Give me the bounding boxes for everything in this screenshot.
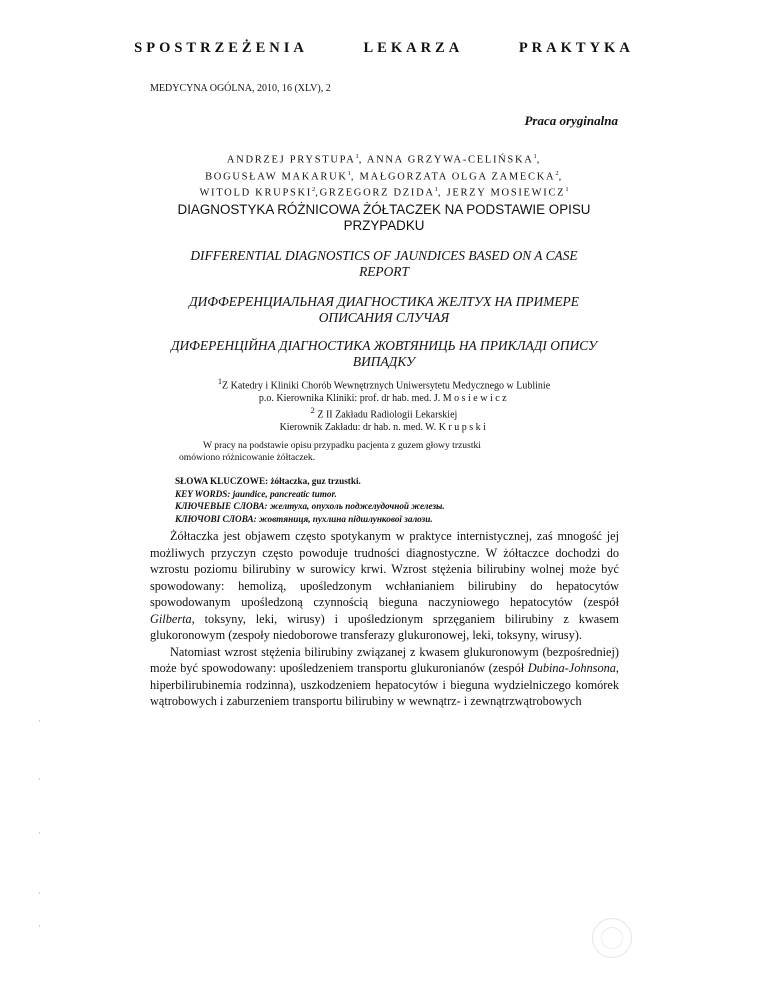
- author-affiliation-mark: 1: [434, 186, 438, 193]
- keywords-block: [175, 475, 615, 525]
- scan-speck: [39, 832, 40, 834]
- running-header: [0, 40, 768, 57]
- paragraph-text: , hiperbilirubinemia rodzinna), uszkodzeniem hepatocytów i bieguna wydzielniczego komórek wątrobowych i zaburzeniem transportu bilirubiny w wewnątrz- i zewnątrzwątrobowych: [150, 661, 619, 708]
- author-separator: ,: [558, 171, 563, 182]
- affiliation-text: Kierownik Zakładu: dr hab. n. med. W.: [279, 422, 437, 434]
- scan-speck: [39, 892, 40, 894]
- paragraph-emphasis: Dubina-Johnsona: [527, 661, 616, 675]
- affiliations: [168, 376, 600, 435]
- author-name: ,GRZEGORZ DZIDA: [315, 187, 435, 199]
- article-type: Praca oryginalna: [524, 113, 618, 128]
- affiliation-text: p.o. Kierownika Kliniki: prof. dr hab. med. J.: [258, 392, 441, 404]
- author-name: BOGUSŁAW MAKARUK: [205, 171, 348, 182]
- header-word-1: SPOSTRZEŻENIA: [134, 40, 308, 56]
- author-separator: ,: [536, 154, 542, 166]
- title-english: DIFFERENTIAL DIAGNOSTICS OF JAUNDICES BASED ON A CASE REPORT: [190, 248, 578, 279]
- paragraph-text: , toksyny, leki, wirusy) i upośledzionym sprzęganiem bilirubiny z kwasem glukoronowym (zespoły niedoborowe transferazy glukuronowej, leki, toksyny, wirusy).: [150, 611, 619, 642]
- affiliation-mark: 2: [310, 406, 315, 416]
- paragraph-2: [150, 644, 619, 710]
- title-ukrainian: ДИФЕРЕНЦІЙНА ДІАГНОСТИКА ЖОВТЯНИЦЬ НА ПРИКЛАДІ ОПИСУ ВИПАДКУ: [170, 338, 598, 369]
- keywords-ukrainian: КЛЮЧОВІ СЛОВА: жовтяниця, пухлина підшлункової залози.: [175, 513, 433, 524]
- paragraph-1: [150, 528, 619, 644]
- body-text: [150, 528, 619, 710]
- scan-speck: [39, 720, 40, 722]
- keywords-english: KEY WORDS: jaundice, pancreatic tumor.: [175, 488, 337, 499]
- affiliation-line-3: [168, 405, 600, 422]
- affiliation-text: Z Katedry i Kliniki Chorób Wewnętrznych Uniwersytetu Medycznego w Lublinie: [222, 380, 551, 392]
- affiliation-head-name: Krupski: [438, 422, 489, 434]
- scan-speck: [39, 925, 40, 927]
- keywords-russian: КЛЮЧЕВЫЕ СЛОВА: желтуха, опухоль поджелудочной железы.: [175, 501, 445, 511]
- header-word-3: PRAKTYKA: [518, 40, 634, 56]
- keywords-polish: SŁOWA KLUCZOWE: żółtaczka, guz trzustki.: [175, 476, 361, 486]
- affiliation-line-1: [168, 376, 600, 393]
- paragraph-text: Natomiast wzrost stężenia bilirubiny związanej z kwasem glukuronowym (bezpośredniej) może być spowodowany: upośledzeniem transportu glukuronianów (zespół: [150, 644, 619, 675]
- affiliation-head-name: Mosiewicz: [442, 392, 510, 404]
- header-word-2: LEKARZA: [363, 40, 464, 56]
- author-name: , ANNA GRZYWA-CELIŃSKA: [358, 154, 534, 166]
- author-affiliation-mark: 1: [565, 186, 569, 193]
- affiliation-line-2: [168, 393, 600, 406]
- affiliation-mark: 1: [217, 377, 223, 386]
- author-affiliation-mark: 2: [555, 169, 559, 177]
- author-affiliation-mark: 1: [347, 169, 351, 177]
- title-russian: ДИФФЕРЕНЦИАЛЬНАЯ ДИАГНОСТИКА ЖЕЛТУХ НА ПРИМЕРЕ ОПИСАНИЯ СЛУЧАЯ: [189, 294, 579, 325]
- affiliation-line-4: [168, 422, 600, 435]
- author-name: ANDRZEJ PRYSTUPA: [226, 154, 356, 166]
- authors-line-2: [150, 167, 618, 184]
- author-name: , JERZY MOSIEWICZ: [437, 187, 566, 199]
- journal-citation: MEDYCYNA OGÓLNA, 2010, 16 (XLV), 2: [150, 83, 331, 94]
- scan-speck: [39, 778, 40, 780]
- authors-line-3: [150, 183, 618, 200]
- affiliation-text: Z II Zakładu Radiologii Lekarskiej: [317, 409, 458, 421]
- author-affiliation-mark: 2: [312, 186, 316, 193]
- abstract: [179, 440, 599, 464]
- abstract-line-2: omówiono różnicowanie żółtaczek.: [179, 452, 316, 463]
- author-name: WITOLD KRUPSKI: [199, 187, 313, 199]
- paragraph-emphasis: Gilberta: [150, 611, 192, 626]
- author-affiliation-mark: 1: [355, 153, 359, 160]
- title-polish: DIAGNOSTYKA RÓŻNICOWA ŻÓŁTACZEK NA PODSTAWIE OPISU PRZYPADKU: [177, 202, 591, 233]
- abstract-line-1: W pracy na podstawie opisu przypadku pacjenta z guzem głowy trzustki: [203, 440, 481, 451]
- watermark-seal-icon: [592, 918, 632, 958]
- author-affiliation-mark: 1: [533, 153, 537, 160]
- author-name: , MAŁGORZATA OLGA ZAMECKA: [350, 171, 556, 182]
- authors-line-1: [150, 150, 618, 167]
- paragraph-text: Żółtaczka jest objawem często spotykanym w praktyce internistycznej, zaś mnogość jej możliwych przyczyn często powoduje trudności diagnostyczne. W żółtaczce dochodzi do wzrostu poziomu bilirubiny w surowicy krwi. Wzrost stężenia bilirubiny wolnej może być spowodowany: hemolizą, upośledzonym wchłanianiem bilirubiny do hepatocytów spowodowanym upośledzoną czynnością bieguna naczyniowego hepatocytów (zespół: [150, 529, 619, 609]
- authors-block: [150, 150, 618, 200]
